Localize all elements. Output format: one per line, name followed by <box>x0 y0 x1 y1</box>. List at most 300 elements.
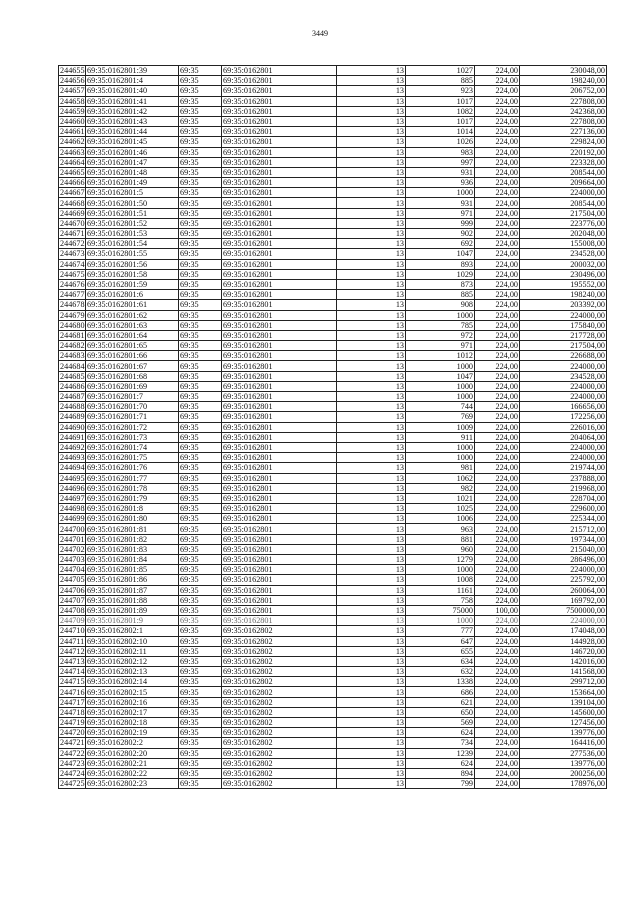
cadastral-value: 242368,00 <box>520 106 607 116</box>
zone-number: 13 <box>337 116 406 126</box>
zone-number: 13 <box>337 504 406 514</box>
zone-number: 13 <box>337 269 406 279</box>
rate-value: 224,00 <box>475 728 520 738</box>
rate-value: 224,00 <box>475 341 520 351</box>
table-row <box>59 473 607 483</box>
area-value: 1027 <box>406 66 475 76</box>
rate-value: 224,00 <box>475 330 520 340</box>
zone-number: 13 <box>337 137 406 147</box>
rate-value: 224,00 <box>475 279 520 289</box>
row-number: 244663 <box>60 147 85 157</box>
district-code: 69:35 <box>179 636 222 646</box>
cadastral-value: 208544,00 <box>520 198 607 208</box>
table-row <box>59 697 607 707</box>
table-row <box>59 218 607 228</box>
cadastral-value: 225344,00 <box>520 514 607 524</box>
area-value: 1062 <box>406 473 475 483</box>
zone-number: 13 <box>337 392 406 402</box>
area-value: 1161 <box>406 585 475 595</box>
row-number: 244667 <box>60 188 85 198</box>
zone-number: 13 <box>337 198 406 208</box>
cadastral-quarter: 69:35:0162801 <box>222 300 337 310</box>
cadastral-number: 69:35:0162801:48 <box>86 167 179 177</box>
area-value: 972 <box>406 330 475 340</box>
table-row <box>59 768 607 778</box>
area-value: 1000 <box>406 188 475 198</box>
rate-value: 224,00 <box>475 208 520 218</box>
rate-value: 100,00 <box>475 605 520 615</box>
row-number: 244682 <box>60 341 85 351</box>
cadastral-value: 227808,00 <box>520 116 607 126</box>
cadastral-value: 141568,00 <box>520 667 607 677</box>
district-code: 69:35 <box>179 565 222 575</box>
row-number: 244688 <box>60 402 85 412</box>
table-row <box>59 147 607 157</box>
cadastral-quarter: 69:35:0162801 <box>222 198 337 208</box>
area-value: 1000 <box>406 616 475 626</box>
table-row <box>59 290 607 300</box>
zone-number: 13 <box>337 453 406 463</box>
table-row <box>59 381 607 391</box>
area-value: 1000 <box>406 565 475 575</box>
row-number: 244672 <box>60 239 85 249</box>
table-row <box>59 524 607 534</box>
row-number: 244706 <box>60 585 85 595</box>
row-number: 244719 <box>60 718 85 728</box>
zone-number: 13 <box>337 96 406 106</box>
cadastral-value: 260064,00 <box>520 585 607 595</box>
cadastral-quarter: 69:35:0162801 <box>222 575 337 585</box>
cadastral-number: 69:35:0162801:59 <box>86 279 179 289</box>
row-number: 244681 <box>60 330 85 340</box>
row-number: 244697 <box>60 493 85 503</box>
zone-number: 13 <box>337 585 406 595</box>
table-row <box>59 432 607 442</box>
district-code: 69:35 <box>179 392 222 402</box>
cadastral-quarter: 69:35:0162801 <box>222 208 337 218</box>
row-number: 244683 <box>60 351 85 361</box>
area-value: 1000 <box>406 361 475 371</box>
zone-number: 13 <box>337 534 406 544</box>
zone-number: 13 <box>337 259 406 269</box>
row-number: 244673 <box>60 249 85 259</box>
district-code: 69:35 <box>179 341 222 351</box>
cadastral-quarter: 69:35:0162801 <box>222 351 337 361</box>
row-number: 244725 <box>60 779 85 789</box>
cadastral-number: 69:35:0162801:79 <box>86 493 179 503</box>
table-row <box>59 687 607 697</box>
cadastral-number: 69:35:0162801:45 <box>86 137 179 147</box>
table-row <box>59 412 607 422</box>
rate-value: 224,00 <box>475 229 520 239</box>
district-code: 69:35 <box>179 616 222 626</box>
table-row <box>59 422 607 432</box>
area-value: 769 <box>406 412 475 422</box>
zone-number: 13 <box>337 636 406 646</box>
table-row <box>59 677 607 687</box>
rate-value: 224,00 <box>475 626 520 636</box>
cadastral-number: 69:35:0162801:69 <box>86 381 179 391</box>
cadastral-quarter: 69:35:0162802 <box>222 707 337 717</box>
table-row <box>59 371 607 381</box>
zone-number: 13 <box>337 330 406 340</box>
district-code: 69:35 <box>179 198 222 208</box>
area-value: 785 <box>406 320 475 330</box>
rate-value: 224,00 <box>475 524 520 534</box>
row-number: 244704 <box>60 565 85 575</box>
cadastral-number: 69:35:0162801:8 <box>86 504 179 514</box>
district-code: 69:35 <box>179 667 222 677</box>
cadastral-value: 277536,00 <box>520 748 607 758</box>
district-code: 69:35 <box>179 402 222 412</box>
cadastral-quarter: 69:35:0162802 <box>222 779 337 789</box>
area-value: 1000 <box>406 310 475 320</box>
row-number: 244658 <box>60 96 85 106</box>
cadastral-quarter: 69:35:0162801 <box>222 555 337 565</box>
cadastral-number: 69:35:0162802:14 <box>86 677 179 687</box>
area-value: 1026 <box>406 137 475 147</box>
zone-number: 13 <box>337 341 406 351</box>
cadastral-quarter: 69:35:0162802 <box>222 697 337 707</box>
district-code: 69:35 <box>179 534 222 544</box>
district-code: 69:35 <box>179 768 222 778</box>
area-value: 634 <box>406 656 475 666</box>
zone-number: 13 <box>337 626 406 636</box>
cadastral-value: 217728,00 <box>520 330 607 340</box>
rate-value: 224,00 <box>475 66 520 76</box>
zone-number: 13 <box>337 544 406 554</box>
cadastral-value: 197344,00 <box>520 534 607 544</box>
rate-value: 224,00 <box>475 76 520 86</box>
cadastral-value: 195552,00 <box>520 279 607 289</box>
rate-value: 224,00 <box>475 300 520 310</box>
row-number: 244679 <box>60 310 85 320</box>
cadastral-number: 69:35:0162801:75 <box>86 453 179 463</box>
row-number: 244656 <box>60 76 85 86</box>
table-row <box>59 178 607 188</box>
cadastral-value: 224000,00 <box>520 442 607 452</box>
rate-value: 224,00 <box>475 137 520 147</box>
table-row <box>59 361 607 371</box>
table-row <box>59 728 607 738</box>
rate-value: 224,00 <box>475 667 520 677</box>
cadastral-quarter: 69:35:0162801 <box>222 361 337 371</box>
cadastral-quarter: 69:35:0162801 <box>222 514 337 524</box>
row-number: 244698 <box>60 504 85 514</box>
row-number: 244707 <box>60 595 85 605</box>
cadastral-number: 69:35:0162802:16 <box>86 697 179 707</box>
cadastral-number: 69:35:0162801:85 <box>86 565 179 575</box>
cadastral-number: 69:35:0162802:1 <box>86 626 179 636</box>
district-code: 69:35 <box>179 442 222 452</box>
cadastral-number: 69:35:0162801:7 <box>86 392 179 402</box>
table-row <box>59 86 607 96</box>
cadastral-value: 178976,00 <box>520 779 607 789</box>
row-number: 244674 <box>60 259 85 269</box>
area-value: 75000 <box>406 605 475 615</box>
area-value: 734 <box>406 738 475 748</box>
zone-number: 13 <box>337 402 406 412</box>
district-code: 69:35 <box>179 504 222 514</box>
cadastral-quarter: 69:35:0162802 <box>222 636 337 646</box>
zone-number: 13 <box>337 76 406 86</box>
cadastral-number: 69:35:0162801:5 <box>86 188 179 198</box>
district-code: 69:35 <box>179 147 222 157</box>
cadastral-value: 144928,00 <box>520 636 607 646</box>
table-row <box>59 96 607 106</box>
cadastral-value: 230048,00 <box>520 66 607 76</box>
area-value: 971 <box>406 208 475 218</box>
rate-value: 224,00 <box>475 239 520 249</box>
row-number: 244655 <box>60 66 85 76</box>
rate-value: 224,00 <box>475 768 520 778</box>
cadastral-number: 69:35:0162801:9 <box>86 616 179 626</box>
cadastral-quarter: 69:35:0162801 <box>222 269 337 279</box>
table-row <box>59 249 607 259</box>
zone-number: 13 <box>337 575 406 585</box>
cadastral-quarter: 69:35:0162801 <box>222 473 337 483</box>
table-row <box>59 463 607 473</box>
district-code: 69:35 <box>179 279 222 289</box>
cadastral-value: 146720,00 <box>520 646 607 656</box>
district-code: 69:35 <box>179 646 222 656</box>
cadastral-quarter: 69:35:0162801 <box>222 147 337 157</box>
row-number: 244678 <box>60 300 85 310</box>
rate-value: 224,00 <box>475 636 520 646</box>
area-value: 621 <box>406 697 475 707</box>
cadastral-quarter: 69:35:0162801 <box>222 127 337 137</box>
cadastral-value: 200256,00 <box>520 768 607 778</box>
rate-value: 224,00 <box>475 371 520 381</box>
area-value: 758 <box>406 595 475 605</box>
cadastral-quarter: 69:35:0162801 <box>222 432 337 442</box>
district-code: 69:35 <box>179 320 222 330</box>
cadastral-quarter: 69:35:0162802 <box>222 656 337 666</box>
area-value: 931 <box>406 198 475 208</box>
district-code: 69:35 <box>179 728 222 738</box>
area-value: 881 <box>406 534 475 544</box>
cadastral-quarter: 69:35:0162801 <box>222 453 337 463</box>
cadastral-number: 69:35:0162801:67 <box>86 361 179 371</box>
cadastral-value: 155008,00 <box>520 239 607 249</box>
cadastral-number: 69:35:0162801:53 <box>86 229 179 239</box>
table-row <box>59 341 607 351</box>
zone-number: 13 <box>337 555 406 565</box>
cadastral-quarter: 69:35:0162802 <box>222 646 337 656</box>
cadastral-quarter: 69:35:0162801 <box>222 96 337 106</box>
cadastral-number: 69:35:0162801:46 <box>86 147 179 157</box>
rate-value: 224,00 <box>475 86 520 96</box>
cadastral-quarter: 69:35:0162801 <box>222 320 337 330</box>
cadastral-quarter: 69:35:0162801 <box>222 239 337 249</box>
zone-number: 13 <box>337 524 406 534</box>
rate-value: 224,00 <box>475 534 520 544</box>
rate-value: 224,00 <box>475 504 520 514</box>
zone-number: 13 <box>337 412 406 422</box>
cadastral-quarter: 69:35:0162801 <box>222 137 337 147</box>
cadastral-number: 69:35:0162802:21 <box>86 758 179 768</box>
cadastral-number: 69:35:0162802:12 <box>86 656 179 666</box>
area-value: 569 <box>406 718 475 728</box>
cadastral-number: 69:35:0162801:81 <box>86 524 179 534</box>
district-code: 69:35 <box>179 595 222 605</box>
rate-value: 224,00 <box>475 677 520 687</box>
row-number: 244694 <box>60 463 85 473</box>
row-number: 244691 <box>60 432 85 442</box>
zone-number: 13 <box>337 687 406 697</box>
rate-value: 224,00 <box>475 198 520 208</box>
cadastral-number: 69:35:0162801:82 <box>86 534 179 544</box>
district-code: 69:35 <box>179 96 222 106</box>
cadastral-number: 69:35:0162801:40 <box>86 86 179 96</box>
zone-number: 13 <box>337 86 406 96</box>
cadastral-number: 69:35:0162801:78 <box>86 483 179 493</box>
district-code: 69:35 <box>179 585 222 595</box>
cadastral-value: 224000,00 <box>520 616 607 626</box>
row-number: 244669 <box>60 208 85 218</box>
area-value: 1000 <box>406 392 475 402</box>
zone-number: 13 <box>337 718 406 728</box>
cadastral-quarter: 69:35:0162802 <box>222 626 337 636</box>
district-code: 69:35 <box>179 738 222 748</box>
cadastral-number: 69:35:0162801:71 <box>86 412 179 422</box>
zone-number: 13 <box>337 768 406 778</box>
cadastral-number: 69:35:0162801:51 <box>86 208 179 218</box>
zone-number: 13 <box>337 707 406 717</box>
district-code: 69:35 <box>179 483 222 493</box>
cadastral-number: 69:35:0162801:73 <box>86 432 179 442</box>
table-row <box>59 239 607 249</box>
row-number: 244700 <box>60 524 85 534</box>
cadastral-number: 69:35:0162801:72 <box>86 422 179 432</box>
cadastral-value: 172256,00 <box>520 412 607 422</box>
zone-number: 13 <box>337 463 406 473</box>
district-code: 69:35 <box>179 422 222 432</box>
table-row <box>59 402 607 412</box>
rate-value: 224,00 <box>475 290 520 300</box>
area-value: 873 <box>406 279 475 289</box>
district-code: 69:35 <box>179 188 222 198</box>
district-code: 69:35 <box>179 575 222 585</box>
zone-number: 13 <box>337 432 406 442</box>
cadastral-value: 169792,00 <box>520 595 607 605</box>
area-value: 983 <box>406 147 475 157</box>
row-number: 244684 <box>60 361 85 371</box>
district-code: 69:35 <box>179 555 222 565</box>
area-value: 650 <box>406 707 475 717</box>
rate-value: 224,00 <box>475 565 520 575</box>
cadastral-value: 202048,00 <box>520 229 607 239</box>
cadastral-value: 223776,00 <box>520 218 607 228</box>
district-code: 69:35 <box>179 290 222 300</box>
zone-number: 13 <box>337 422 406 432</box>
cadastral-value: 206752,00 <box>520 86 607 96</box>
cadastral-value: 209664,00 <box>520 178 607 188</box>
rate-value: 224,00 <box>475 442 520 452</box>
row-number: 244696 <box>60 483 85 493</box>
table-row <box>59 758 607 768</box>
cadastral-number: 69:35:0162801:56 <box>86 259 179 269</box>
area-value: 1006 <box>406 514 475 524</box>
area-value: 894 <box>406 768 475 778</box>
row-number: 244676 <box>60 280 85 290</box>
rate-value: 224,00 <box>475 351 520 361</box>
row-number: 244690 <box>60 422 85 432</box>
area-value: 1009 <box>406 422 475 432</box>
rate-value: 224,00 <box>475 453 520 463</box>
cadastral-value: 139104,00 <box>520 697 607 707</box>
row-number: 244692 <box>60 443 85 453</box>
cadastral-quarter: 69:35:0162801 <box>222 167 337 177</box>
cadastral-quarter: 69:35:0162801 <box>222 402 337 412</box>
table-row <box>59 330 607 340</box>
table-row <box>59 116 607 126</box>
rate-value: 224,00 <box>475 392 520 402</box>
table-row <box>59 544 607 554</box>
cadastral-quarter: 69:35:0162801 <box>222 279 337 289</box>
row-number: 244680 <box>60 320 85 330</box>
area-value: 624 <box>406 758 475 768</box>
cadastral-value: 224000,00 <box>520 188 607 198</box>
district-code: 69:35 <box>179 544 222 554</box>
zone-number: 13 <box>337 748 406 758</box>
district-code: 69:35 <box>179 626 222 636</box>
cadastral-quarter: 69:35:0162801 <box>222 595 337 605</box>
row-number: 244712 <box>60 646 85 656</box>
cadastral-value: 215712,00 <box>520 524 607 534</box>
cadastral-quarter: 69:35:0162801 <box>222 585 337 595</box>
table-row <box>59 392 607 402</box>
district-code: 69:35 <box>179 514 222 524</box>
rate-value: 224,00 <box>475 718 520 728</box>
row-number: 244660 <box>60 117 85 127</box>
cadastral-number: 69:35:0162801:49 <box>86 178 179 188</box>
table-row <box>59 667 607 677</box>
zone-number: 13 <box>337 239 406 249</box>
area-value: 1000 <box>406 442 475 452</box>
zone-number: 13 <box>337 646 406 656</box>
table-row <box>59 585 607 595</box>
area-value: 960 <box>406 544 475 554</box>
rate-value: 224,00 <box>475 259 520 269</box>
zone-number: 13 <box>337 381 406 391</box>
rate-value: 224,00 <box>475 147 520 157</box>
cadastral-number: 69:35:0162801:42 <box>86 106 179 116</box>
cadastral-number: 69:35:0162801:62 <box>86 310 179 320</box>
district-code: 69:35 <box>179 259 222 269</box>
table-row <box>59 616 607 626</box>
zone-number: 13 <box>337 127 406 137</box>
cadastral-value: 164416,00 <box>520 738 607 748</box>
cadastral-number: 69:35:0162802:19 <box>86 728 179 738</box>
rate-value: 224,00 <box>475 646 520 656</box>
row-number: 244687 <box>60 392 85 402</box>
row-number: 244702 <box>60 544 85 554</box>
cadastral-value: 230496,00 <box>520 269 607 279</box>
cadastral-value: 198240,00 <box>520 76 607 86</box>
row-number: 244722 <box>60 748 85 758</box>
row-number: 244689 <box>60 412 85 422</box>
area-value: 1012 <box>406 351 475 361</box>
cadastral-number: 69:35:0162801:83 <box>86 544 179 554</box>
cadastral-value: 127456,00 <box>520 718 607 728</box>
area-value: 982 <box>406 483 475 493</box>
area-value: 911 <box>406 432 475 442</box>
cadastral-quarter: 69:35:0162802 <box>222 748 337 758</box>
rate-value: 224,00 <box>475 575 520 585</box>
district-code: 69:35 <box>179 249 222 259</box>
cadastral-quarter: 69:35:0162801 <box>222 463 337 473</box>
